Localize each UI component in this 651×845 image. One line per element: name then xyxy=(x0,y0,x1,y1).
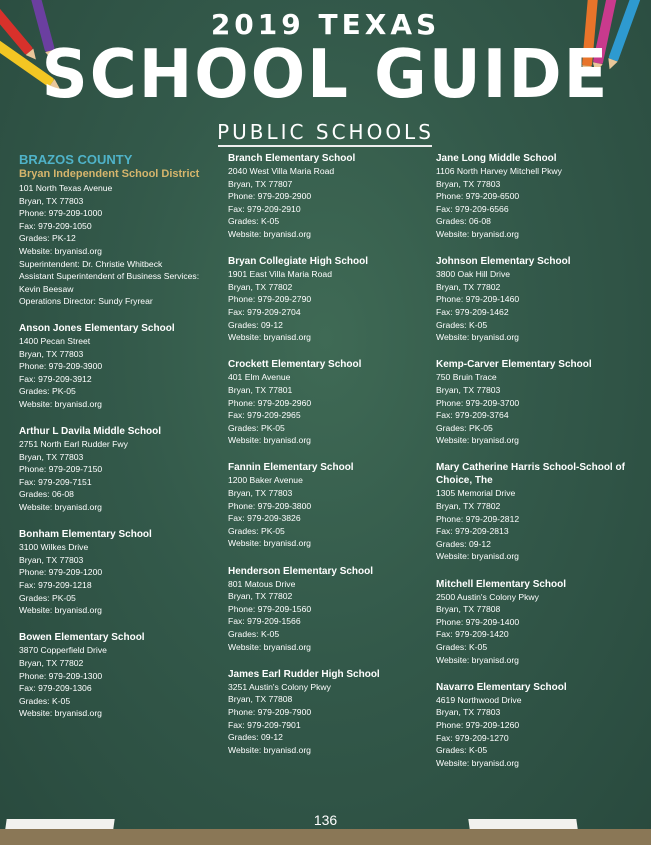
school-entry xyxy=(19,631,219,720)
school-detail-line: 750 Bruin Trace xyxy=(436,372,497,383)
school-detail-line: Bryan, TX 77808 xyxy=(436,604,501,615)
school-name: Mitchell Elementary School xyxy=(436,578,567,590)
column-2 xyxy=(228,152,428,771)
school-detail-line: 3870 Copperfield Drive xyxy=(19,645,107,656)
school-detail-line: Fax: 979-209-1566 xyxy=(228,616,301,627)
school-detail-line: Phone: 979-209-3700 xyxy=(436,397,520,408)
school-entry xyxy=(436,255,636,344)
school-detail-line: Phone: 979-209-1300 xyxy=(19,670,103,681)
school-detail-line: Grades: 06-08 xyxy=(19,489,74,500)
header-year-title: 2019 TEXAS xyxy=(210,8,441,41)
district-name: Bryan Independent School District xyxy=(19,168,200,180)
school-entry xyxy=(228,152,428,241)
district-line: Operations Director: Sundy Fryrear xyxy=(19,296,153,307)
school-detail-line: Phone: 979-209-1200 xyxy=(19,567,103,578)
school-detail-line: Website: bryanisd.org xyxy=(19,708,102,719)
school-detail-line: Grades: PK-05 xyxy=(436,422,493,433)
school-entry xyxy=(228,358,428,447)
school-detail-line: Website: bryanisd.org xyxy=(436,551,519,562)
school-detail-line: 801 Matous Drive xyxy=(228,578,296,589)
school-detail-line: 1200 Baker Avenue xyxy=(228,475,303,486)
school-detail-line: Phone: 979-209-3800 xyxy=(228,500,312,511)
school-detail-line: 1106 North Harvey Mitchell Pkwy xyxy=(436,166,562,176)
school-detail-line: Grades: PK-05 xyxy=(19,386,76,397)
district-line: Phone: 979-209-1000 xyxy=(19,208,103,219)
school-detail-line: Fax: 979-209-3912 xyxy=(19,373,92,384)
school-detail-line: 1901 East Villa Maria Road xyxy=(228,269,332,280)
school-list xyxy=(436,152,636,769)
school-detail-line: Grades: PK-05 xyxy=(19,592,76,603)
district-line: Assistant Superintendent of Business Services: xyxy=(19,271,200,282)
school-detail-line: Phone: 979-209-2812 xyxy=(436,513,520,524)
column-3 xyxy=(436,152,636,784)
school-detail-line: Phone: 979-209-2790 xyxy=(228,294,312,305)
page-number: 136 xyxy=(313,812,338,828)
school-detail-line: Fax: 979-209-3764 xyxy=(436,410,509,421)
school-entry xyxy=(228,565,428,654)
school-detail-line: 2040 West Villa Maria Road xyxy=(228,166,335,176)
school-detail-line: Grades: K-05 xyxy=(19,695,71,706)
school-detail-line: Phone: 979-209-7150 xyxy=(19,464,103,475)
school-detail-line: Website: bryanisd.org xyxy=(228,228,311,239)
school-detail-line: 3800 Oak Hill Drive xyxy=(436,269,511,280)
school-name: Crockett Elementary School xyxy=(228,359,362,371)
school-entry xyxy=(436,152,636,241)
school-entry xyxy=(436,461,636,563)
district-info xyxy=(19,182,219,308)
school-entry xyxy=(228,668,428,757)
school-name: Bonham Elementary School xyxy=(19,529,152,541)
school-detail-line: Grades: 09-12 xyxy=(436,538,491,549)
school-detail-line: Fax: 979-209-1462 xyxy=(436,306,509,317)
school-detail-line: Phone: 979-209-3900 xyxy=(19,361,103,372)
school-entry xyxy=(436,578,636,667)
school-detail-line: Fax: 979-209-1270 xyxy=(436,732,509,743)
school-detail-line: Website: bryanisd.org xyxy=(19,605,102,616)
school-detail-line: Bryan, TX 77803 xyxy=(19,554,84,565)
district-line: Kevin Beesaw xyxy=(19,283,74,294)
school-detail-line: Grades: PK-05 xyxy=(228,525,285,536)
school-list xyxy=(19,322,219,720)
school-detail-line: 401 Elm Avenue xyxy=(228,372,291,383)
school-detail-line: Website: bryanisd.org xyxy=(436,435,519,446)
school-detail-line: Fax: 979-209-1306 xyxy=(19,683,92,694)
school-detail-line: Bryan, TX 77801 xyxy=(228,384,293,395)
school-detail-line: Website: bryanisd.org xyxy=(436,332,519,343)
school-entry xyxy=(19,528,219,617)
district-line: Fax: 979-209-1050 xyxy=(19,220,92,231)
school-detail-line: Bryan, TX 77802 xyxy=(228,591,293,602)
school-detail-line: Grades: K-05 xyxy=(436,319,488,330)
school-detail-line: 2500 Austin's Colony Pkwy xyxy=(436,591,539,602)
school-detail-line: Fax: 979-209-1218 xyxy=(19,580,92,591)
school-name: James Earl Rudder High School xyxy=(228,668,380,680)
school-name: Bowen Elementary School xyxy=(19,632,145,644)
school-entry xyxy=(19,322,219,411)
school-detail-line: 1400 Pecan Street xyxy=(19,335,91,346)
school-detail-line: 4619 Northwood Drive xyxy=(436,694,522,705)
school-detail-line: Bryan, TX 77807 xyxy=(228,178,293,189)
school-detail-line: Grades: 09-12 xyxy=(228,732,283,743)
school-entry xyxy=(228,461,428,550)
header-subtitle: PUBLIC SCHOOLS xyxy=(217,120,434,144)
school-name: Navarro Elementary School xyxy=(436,681,567,693)
school-detail-line: Fax: 979-209-2965 xyxy=(228,410,301,421)
school-name: Arthur L Davila Middle School xyxy=(19,426,162,438)
school-detail-line: Grades: 09-12 xyxy=(228,319,283,330)
school-detail-line: 3100 Wilkes Drive xyxy=(19,542,89,553)
district-line: Website: bryanisd.org xyxy=(19,245,102,256)
school-detail-line: Bryan, TX 77802 xyxy=(436,281,501,292)
school-name: Anson Jones Elementary School xyxy=(19,322,175,334)
header-main-title: SCHOOL GUIDE xyxy=(41,36,610,114)
school-name: Johnson Elementary School xyxy=(436,256,571,268)
school-detail-line: 3251 Austin's Colony Pkwy xyxy=(228,681,331,692)
school-name: Bryan Collegiate High School xyxy=(228,256,369,268)
district-line: Grades: PK-12 xyxy=(19,233,76,244)
district-line: Superintendent: Dr. Christie Whitbeck xyxy=(19,258,163,269)
school-detail-line: Website: bryanisd.org xyxy=(228,744,311,755)
school-detail-line: Fax: 979-209-6566 xyxy=(436,203,509,214)
chalk-piece xyxy=(5,819,114,829)
school-detail-line: Bryan, TX 77802 xyxy=(228,281,293,292)
school-detail-line: Bryan, TX 77803 xyxy=(19,348,84,359)
school-detail-line: Grades: K-05 xyxy=(228,216,280,227)
school-detail-line: Grades: K-05 xyxy=(436,745,488,756)
school-detail-line: Website: bryanisd.org xyxy=(436,228,519,239)
school-detail-line: Grades: K-05 xyxy=(436,642,488,652)
district-line: Bryan, TX 77803 xyxy=(19,195,84,206)
school-detail-line: Phone: 979-209-1460 xyxy=(436,294,520,305)
school-detail-line: Bryan, TX 77803 xyxy=(436,178,501,189)
school-detail-line: Phone: 979-209-1260 xyxy=(436,719,520,730)
school-detail-line: Phone: 979-209-1400 xyxy=(436,616,520,627)
school-detail-line: Website: bryanisd.org xyxy=(228,538,311,549)
county-heading: BRAZOS COUNTY xyxy=(19,152,133,167)
school-detail-line: Website: bryanisd.org xyxy=(19,502,102,513)
school-detail-line: 1305 Memorial Drive xyxy=(436,488,516,499)
school-detail-line: Website: bryanisd.org xyxy=(228,641,311,652)
subtitle-underline xyxy=(218,145,432,147)
school-name: Kemp-Carver Elementary School xyxy=(436,359,592,371)
school-detail-line: Bryan, TX 77803 xyxy=(436,707,501,718)
school-detail-line: Fax: 979-209-3826 xyxy=(228,513,301,524)
school-detail-line: Fax: 979-209-1420 xyxy=(436,629,509,640)
school-detail-line: Bryan, TX 77803 xyxy=(19,451,84,462)
school-detail-line: Bryan, TX 77803 xyxy=(228,488,293,499)
school-detail-line: Fax: 979-209-2813 xyxy=(436,526,509,537)
school-entry xyxy=(19,425,219,514)
school-detail-line: Fax: 979-209-2910 xyxy=(228,203,301,214)
school-detail-line: Phone: 979-209-1560 xyxy=(228,603,312,614)
school-entry xyxy=(436,358,636,447)
school-detail-line: Website: bryanisd.org xyxy=(436,654,519,665)
school-detail-line: Grades: 06-08 xyxy=(436,216,491,227)
school-name: Jane Long Middle School xyxy=(436,153,557,164)
school-name: Mary Catherine Harris School-School of Choice, The xyxy=(436,462,625,487)
school-detail-line: Bryan, TX 77803 xyxy=(436,384,501,395)
school-detail-line: Bryan, TX 77802 xyxy=(19,658,84,668)
school-detail-line: Website: bryanisd.org xyxy=(228,332,311,343)
school-detail-line: Phone: 979-209-6500 xyxy=(436,191,520,202)
school-detail-line: Bryan, TX 77802 xyxy=(436,501,501,512)
school-name: Fannin Elementary School xyxy=(228,462,354,474)
school-detail-line: Grades: K-05 xyxy=(228,629,280,639)
district-line: 101 North Texas Avenue xyxy=(19,183,113,193)
school-detail-line: Fax: 979-209-2704 xyxy=(228,306,301,317)
school-entry xyxy=(436,681,636,770)
school-detail-line: Grades: PK-05 xyxy=(228,422,285,433)
school-entry xyxy=(228,255,428,344)
school-name: Branch Elementary School xyxy=(228,153,356,164)
chalk-piece xyxy=(468,819,577,829)
school-detail-line: Phone: 979-209-2900 xyxy=(228,191,312,202)
school-detail-line: Phone: 979-209-2960 xyxy=(228,397,312,408)
school-detail-line: Fax: 979-209-7901 xyxy=(228,719,301,730)
school-detail-line: Bryan, TX 77808 xyxy=(228,694,293,705)
school-name: Henderson Elementary School xyxy=(228,565,374,577)
school-detail-line: Website: bryanisd.org xyxy=(436,757,519,768)
chalkboard-frame xyxy=(0,829,651,845)
school-detail-line: Website: bryanisd.org xyxy=(19,398,102,409)
school-detail-line: 2751 North Earl Rudder Fwy xyxy=(19,439,128,450)
school-detail-line: Fax: 979-209-7151 xyxy=(19,476,92,487)
school-list xyxy=(228,152,428,756)
school-detail-line: Phone: 979-209-7900 xyxy=(228,706,312,717)
school-detail-line: Website: bryanisd.org xyxy=(228,435,311,446)
column-1 xyxy=(19,152,219,735)
